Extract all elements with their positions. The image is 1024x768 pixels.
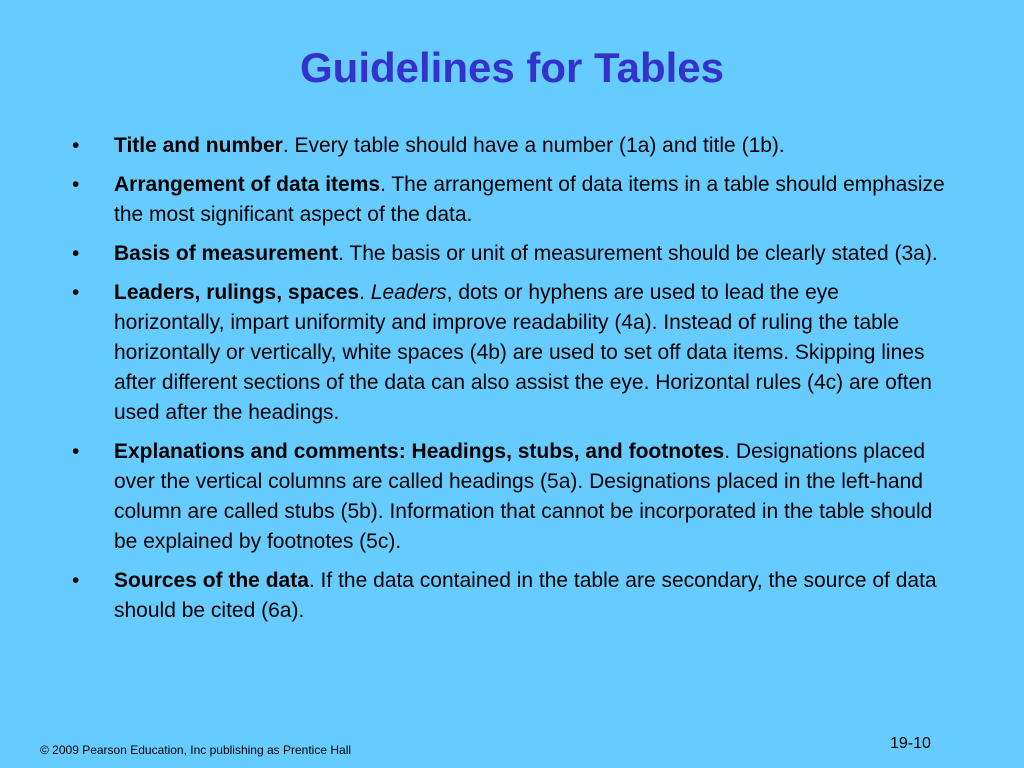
bullet-basis-of-measurement: [72, 239, 952, 269]
bullet-term: Leaders, rulings, spaces: [114, 281, 360, 304]
bullet-icon: •: [72, 569, 80, 592]
bullet-icon: •: [72, 281, 80, 304]
bullet-text: .: [359, 281, 371, 304]
bullet-title-and-number: [72, 131, 952, 161]
bullet-list: [72, 131, 952, 635]
bullet-arrangement-of-data-items: [72, 170, 952, 230]
bullet-text: . The basis or unit of measurement should be clearly stated (3a).: [338, 242, 938, 265]
bullet-term: Arrangement of data items: [114, 173, 381, 196]
bullet-text: . If the data contained in the table are secondary, the source of data should be cited (6a).: [114, 569, 937, 622]
page-number: 19-10: [890, 735, 931, 752]
bullet-text-continued: , dots or hyphens are used to lead the eye horizontally, impart uniformity and improve readability (4a). Instead of ruling the table horizontally or vertically, white spaces (4b) are used to set off data items. Skipping lines after different sections of the data can also assist the eye. Horizontal rules (4c) are often used after the headings.: [114, 281, 932, 424]
bullet-icon: •: [72, 134, 80, 157]
bullet-term: Title and number: [114, 134, 283, 157]
bullet-leaders-rulings-spaces: [72, 278, 952, 428]
bullet-emphasis: Leaders: [370, 281, 447, 304]
bullet-text: . Designations placed over the vertical columns are called headings (5a). Designations placed in the left-hand column are called stubs (5b). Information that cannot be incorporated in the table should be explained by footnotes (5c).: [114, 440, 933, 553]
bullet-text: . Every table should have a number (1a) and title (1b).: [282, 134, 785, 157]
bullet-term: Basis of measurement: [114, 242, 339, 265]
bullet-term: Explanations and comments: Headings, stubs, and footnotes: [114, 440, 725, 463]
bullet-icon: •: [72, 242, 80, 265]
footer-copyright: © 2009 Pearson Education, Inc publishing as Prentice Hall: [40, 743, 352, 757]
bullet-sources-of-the-data: [72, 566, 952, 626]
bullet-text: . The arrangement of data items in a table should emphasize the most significant aspect of the data.: [114, 173, 945, 226]
bullet-explanations-and-comments: [72, 437, 952, 557]
slide-title: Guidelines for Tables: [300, 44, 724, 91]
bullet-term: Sources of the data: [114, 569, 309, 592]
bullet-icon: •: [72, 440, 80, 463]
bullet-icon: •: [72, 173, 80, 196]
